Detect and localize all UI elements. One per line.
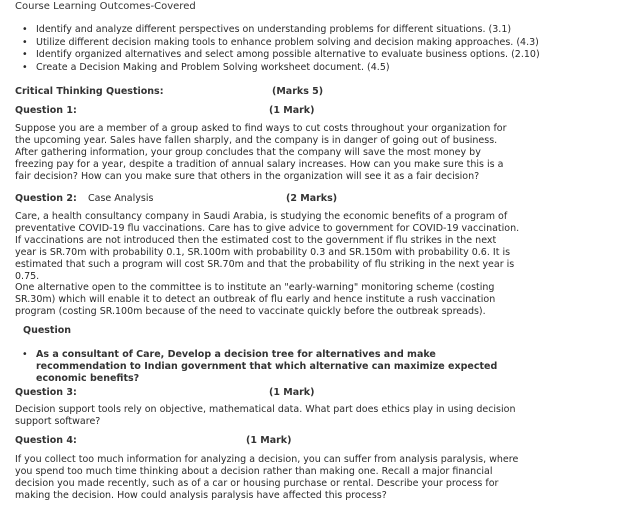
- course-outcomes-title: Course Learning Outcomes-Covered: [15, 1, 196, 12]
- bullet-icon: •: [22, 349, 28, 360]
- question-4-label: Question 4:: [15, 435, 77, 446]
- critical-thinking-heading: Critical Thinking Questions:: [15, 86, 164, 97]
- critical-thinking-marks: (Marks 5): [272, 86, 324, 97]
- list-item: • Identify organized alternatives and select among possible alternative to evaluate business options. (2.10): [22, 49, 540, 62]
- question-3-marks: (1 Mark): [269, 387, 315, 398]
- question-2-subheading: Question: [23, 325, 72, 336]
- question-4-marks: (1 Mark): [246, 435, 292, 446]
- question-2-case: Case Analysis: [88, 193, 154, 204]
- question-2-para-2: One alternative open to the committee is to institute an "early-warning" monitoring scheme (costing SR.30m) which will enable it to detect an outbreak of flu early and hence institute a rush vaccination program (costing SR.100m because of the need to vaccinate quickly before the outbreak spreads).: [15, 282, 496, 317]
- question-2-para-1: Care, a health consultancy company in Saudi Arabia, is studying the economic benefits of a program of preventative COVID-19 flu vaccinations. Care has to give advice to government for COVID-19 vaccination. If vaccinations are not introduced then the estimated cost to the government if flu strikes in the next year is SR.70m with probability 0.1, SR.100m with probability 0.3 and SR.150m with probability 0.6. It is estimated that such a program will cost SR.70m and that the probability of flu striking in the next year is 0.75.: [15, 211, 520, 282]
- question-2-marks: (2 Marks): [286, 193, 338, 204]
- course-outcomes-list: [22, 24, 540, 74]
- question-1-marks: (1 Mark): [269, 105, 315, 116]
- question-2-task-text: As a consultant of Care, Develop a decision tree for alternatives and make recommendation to Indian government that which alternative can maximize expected economic benefits?: [36, 349, 498, 384]
- question-4-text: If you collect too much information for analyzing a decision, you can suffer from analysis paralysis, where you spend too much time thinking about a decision rather than making one. Recall a major financial decision you made recently, such as of a car or housing purchase or rental. Describe your process for making the decision. How could analysis paralysis have affected this process?: [15, 454, 519, 501]
- question-1-label: Question 1:: [15, 105, 77, 116]
- question-2-label: Question 2:: [15, 193, 77, 204]
- list-item: • Utilize different decision making tools to enhance problem solving and decision making approaches. (4.3): [22, 37, 540, 50]
- list-item: • Identify and analyze different perspectives on understanding problems for different situations. (3.1): [22, 24, 540, 37]
- question-3-text: Decision support tools rely on objective, mathematical data. What part does ethics play in using decision support software?: [15, 404, 516, 427]
- question-1-text: Suppose you are a member of a group asked to find ways to cut costs throughout your organization for the upcoming year. Sales have fallen sharply, and the company is in danger of going out of business. After gathering information, your group concludes that the company will save the most money by freezing pay for a year, despite a tradition of annual salary increases. How can you make sure this is a fair decision? How can you make sure that others in the organization will see it as a fair decision?: [15, 123, 507, 182]
- list-item: • Create a Decision Making and Problem Solving worksheet document. (4.5): [22, 62, 540, 75]
- question-3-label: Question 3:: [15, 387, 77, 398]
